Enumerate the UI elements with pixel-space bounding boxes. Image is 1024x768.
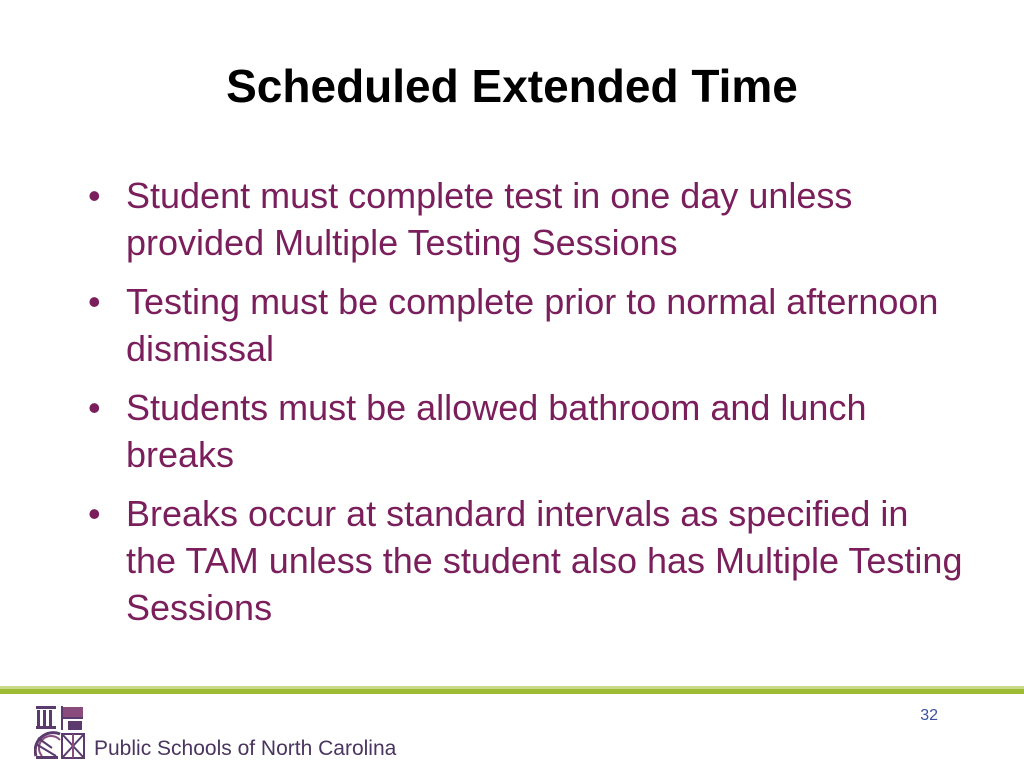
bullet-text: Students must be allowed bathroom and lunch breaks <box>126 387 867 475</box>
bullet-marker: • <box>88 387 101 428</box>
footer-divider <box>0 689 1024 694</box>
page-number: 32 <box>920 707 938 724</box>
bullet-item <box>86 172 966 266</box>
bullet-item <box>86 490 966 631</box>
bullet-marker: • <box>88 175 101 216</box>
bullet-text: Student must complete test in one day unless provided Multiple Testing Sessions <box>126 175 853 263</box>
bullet-item <box>86 278 966 372</box>
slide-title: Scheduled Extended Time <box>226 60 798 112</box>
nc-public-schools-logo-icon <box>34 704 88 760</box>
bullet-marker: • <box>88 281 101 322</box>
bullet-item <box>86 384 966 478</box>
bullet-marker: • <box>88 493 101 534</box>
bullet-text: Breaks occur at standard intervals as specified in the TAM unless the student also has Multiple Testing Sessions <box>126 493 963 628</box>
organization-name: Public Schools of North Carolina <box>94 737 397 760</box>
bullet-list <box>86 172 966 643</box>
bullet-text: Testing must be complete prior to normal afternoon dismissal <box>126 281 939 369</box>
